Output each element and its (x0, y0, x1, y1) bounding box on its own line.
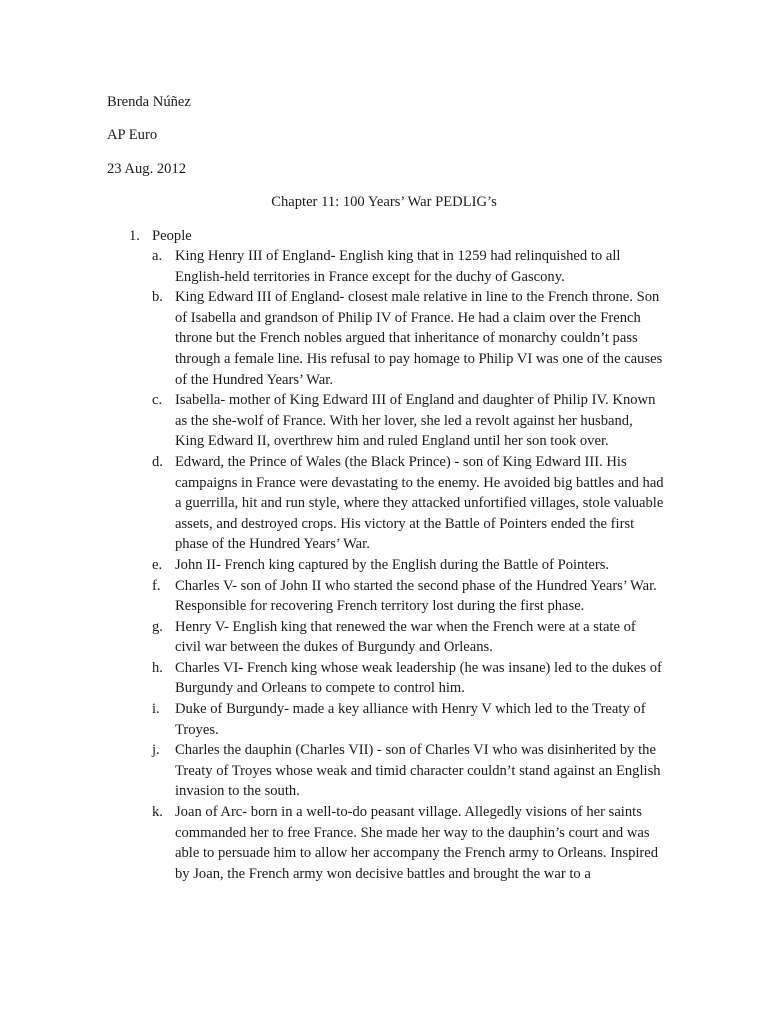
list-item (152, 802, 664, 884)
item-text: John II- French king captured by the English during the Battle of Pointers. (175, 556, 610, 573)
item-text: Charles VI- French king whose weak leadership (he was insane) led to the dukes of Burgundy and Orleans to compete to control him. (175, 659, 662, 697)
item-letter: c. (152, 392, 163, 409)
item-letter: j. (152, 742, 160, 759)
item-text: Edward, the Prince of Wales (the Black Prince) - son of King Edward III. His campaigns in France were devastating to the enemy. He avoided big battles and had a guerrilla, hit and run style, where they attacked unfortified villages, stole valuable assets, and destroyed crops. His victory at the Battle of Pointers ended the first phase of the Hundred Years’ War. (175, 453, 664, 553)
item-letter: b. (152, 289, 163, 306)
item-letter: g. (152, 618, 163, 635)
list-item (152, 246, 664, 287)
item-letter: i. (152, 701, 160, 718)
item-text: Isabella- mother of King Edward III of England and daughter of Philip IV. Known as the she-wolf of France. With her lover, she led a revolt against her husband, King Edward II, overthrew him and ruled England until her son took over. (175, 392, 656, 450)
item-letter: e. (152, 556, 163, 573)
list-item (152, 699, 664, 740)
item-text: Henry V- English king that renewed the war when the French were at a state of civil war between the dukes of Burgundy and Orleans. (175, 618, 636, 656)
author-name: Brenda Núñez (107, 94, 191, 110)
list-item (152, 658, 664, 699)
item-text: Joan of Arc- born in a well-to-do peasant village. Allegedly visions of her saints commanded her to free France. She made her way to the dauphin’s court and was able to persuade him to allow her accompany the French army to Orleans. Inspired by Joan, the French army won decisive battles and brought the war to a (175, 804, 659, 882)
list-item (152, 390, 664, 452)
list-item (152, 740, 664, 802)
list-item (152, 287, 664, 390)
section-label: People (152, 228, 192, 244)
item-text: King Henry III of England- English king that in 1259 had relinquished to all English-held territories in France except for the duchy of Gascony. (175, 248, 621, 285)
item-text: Charles the dauphin (Charles VII) - son of Charles VI who was disinherited by the Treaty of Troyes whose weak and timid character couldn’t stand against an English invasion to the south. (175, 742, 661, 800)
list-item (152, 555, 664, 576)
list-item (152, 576, 664, 617)
item-letter: a. (152, 248, 163, 264)
document-title: Chapter 11: 100 Years’ War PEDLIG’s (271, 194, 497, 210)
document-date: 23 Aug. 2012 (107, 161, 187, 177)
item-text: King Edward III of England- closest male relative in line to the French throne. Son of Isabella and grandson of Philip IV of France. He had a claim over the French throne but the French nobles argued that inheritance of monarchy couldn’t pass through a female line. His refusal to pay homage to Philip VI was one of the causes of the Hundred Years’ War. (175, 289, 663, 388)
people-list (152, 246, 664, 884)
item-text: Duke of Burgundy- made a key alliance with Henry V which led to the Treaty of Troyes. (175, 701, 646, 738)
item-letter: k. (152, 804, 163, 821)
item-text: Charles V- son of John II who started the second phase of the Hundred Years’ War. Responsible for recovering French territory lost during the first phase. (175, 577, 657, 615)
item-letter: d. (152, 453, 163, 470)
list-item (152, 452, 664, 555)
list-item (152, 617, 664, 658)
item-letter: h. (152, 659, 163, 676)
item-letter: f. (152, 577, 161, 594)
course-name: AP Euro (107, 127, 158, 143)
section-number: 1. (129, 228, 140, 244)
